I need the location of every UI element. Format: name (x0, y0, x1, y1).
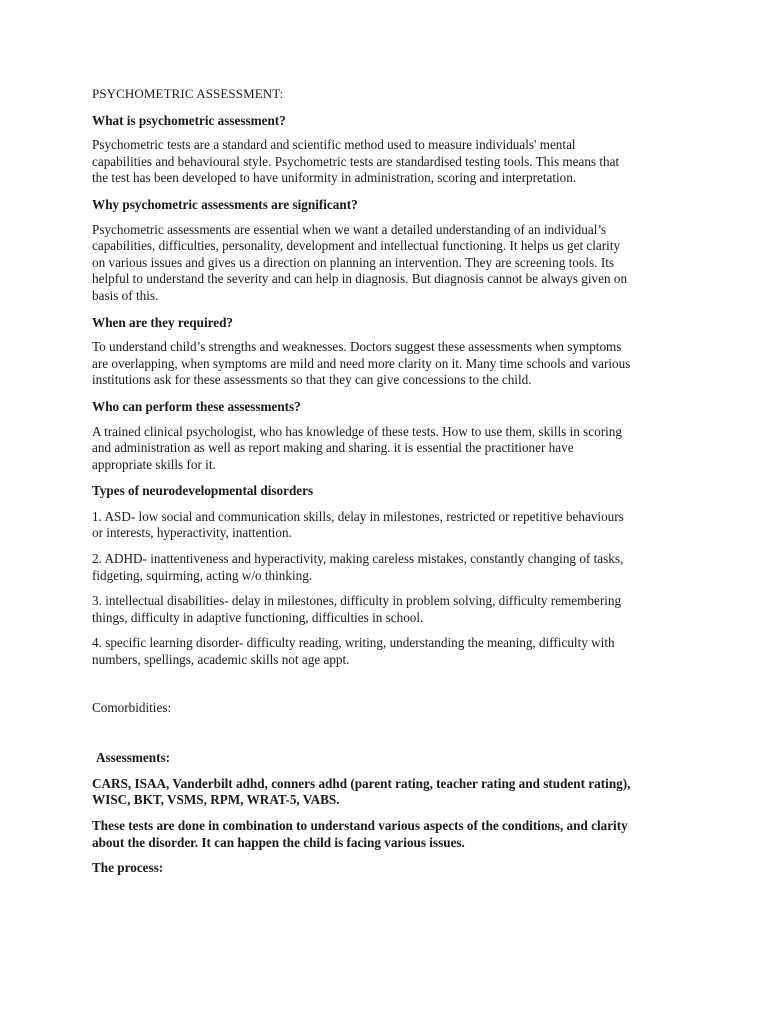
text-line: A trained clinical psychologist, who has knowledge of these tests. How to use them, skills in scoring (92, 423, 622, 439)
text-line: 2. ADHD- inattentiveness and hyperactivity, making careless mistakes, constantly changing of tasks, (92, 551, 624, 567)
text-line: helpful to understand the severity and can help in diagnosis. But diagnosis cannot be always given on (92, 271, 628, 287)
text-line: CARS, ISAA, Vanderbilt adhd, conners adhd (parent rating, teacher rating and student rating), (92, 775, 631, 791)
paragraph-when (92, 339, 682, 389)
text-line: numbers, spellings, academic skills not age appt. (92, 652, 350, 668)
text-line: capabilities and behavioural style. Psychometric tests are standardised testing tools. This means that (92, 153, 620, 169)
heading-process: The process: (92, 860, 164, 876)
list-item-sld (92, 635, 682, 668)
list-item-adhd (92, 551, 682, 584)
document-title: PSYCHOMETRIC ASSESSMENT: (92, 86, 284, 101)
comorbidities-label: Comorbidities: (92, 699, 172, 715)
text-line: To understand child’s strengths and weaknesses. Doctors suggest these assessments when symptoms (92, 339, 622, 355)
paragraph-what (92, 137, 682, 187)
text-line: appropriate skills for it. (92, 456, 216, 472)
text-line: These tests are done in combination to understand various aspects of the conditions, and clarity (92, 818, 628, 833)
text-line: WISC, BKT, VSMS, RPM, WRAT-5, VABS. (92, 792, 340, 808)
text-line: institutions ask for these assessments so that they can give concessions to the child. (92, 372, 532, 388)
text-line: 4. specific learning disorder- difficulty reading, writing, understanding the meaning, difficulty with (92, 635, 615, 651)
text-line: Psychometric tests are a standard and scientific method used to measure individuals' mental (92, 137, 576, 153)
heading-what: What is psychometric assessment? (92, 112, 286, 128)
text-line: 3. intellectual disabilities- delay in milestones, difficulty in problem solving, difficulty remembering (92, 593, 622, 609)
text-line: Psychometric assessments are essential when we want a detailed understanding of an individual’s (92, 221, 607, 237)
paragraph-who (92, 424, 682, 474)
text-line: the test has been developed to have uniformity in administration, scoring and interpretation. (92, 170, 577, 186)
heading-who: Who can perform these assessments? (92, 398, 301, 414)
document-page (92, 86, 682, 877)
paragraph-why (92, 222, 682, 305)
text-line: are overlapping, when symptoms are mild and need more clarity on it. Many time schools and various (92, 355, 631, 371)
text-line: about the disorder. It can happen the child is facing various issues. (92, 834, 465, 850)
text-line: fidgeting, squirming, acting w/o thinking. (92, 567, 313, 583)
heading-assessments: Assessments: (96, 750, 170, 766)
text-line: capabilities, difficulties, personality, development and intellectual functioning. It helps us get clarity (92, 238, 621, 254)
text-line: on various issues and gives us a direction on planning an intervention. They are screening tools. Its (92, 254, 615, 270)
text-line: things, difficulty in adaptive functioning, difficulties in school. (92, 609, 424, 625)
heading-why: Why psychometric assessments are significant? (92, 196, 358, 212)
text-line: and administration as well as report making and sharing. it is essential the practitioner have (92, 440, 574, 456)
list-item-asd (92, 509, 682, 542)
text-line: basis of this. (92, 287, 159, 303)
text-line: 1. ASD- low social and communication skills, delay in milestones, restricted or repetitive behaviours (92, 508, 624, 524)
list-item-intellectual (92, 593, 682, 626)
heading-when: When are they required? (92, 314, 234, 330)
paragraph-combination (92, 818, 682, 851)
heading-types: Types of neurodevelopmental disorders (92, 483, 314, 499)
text-line: or interests, hyperactivity, inattention. (92, 525, 292, 541)
paragraph-assessments (92, 776, 682, 809)
